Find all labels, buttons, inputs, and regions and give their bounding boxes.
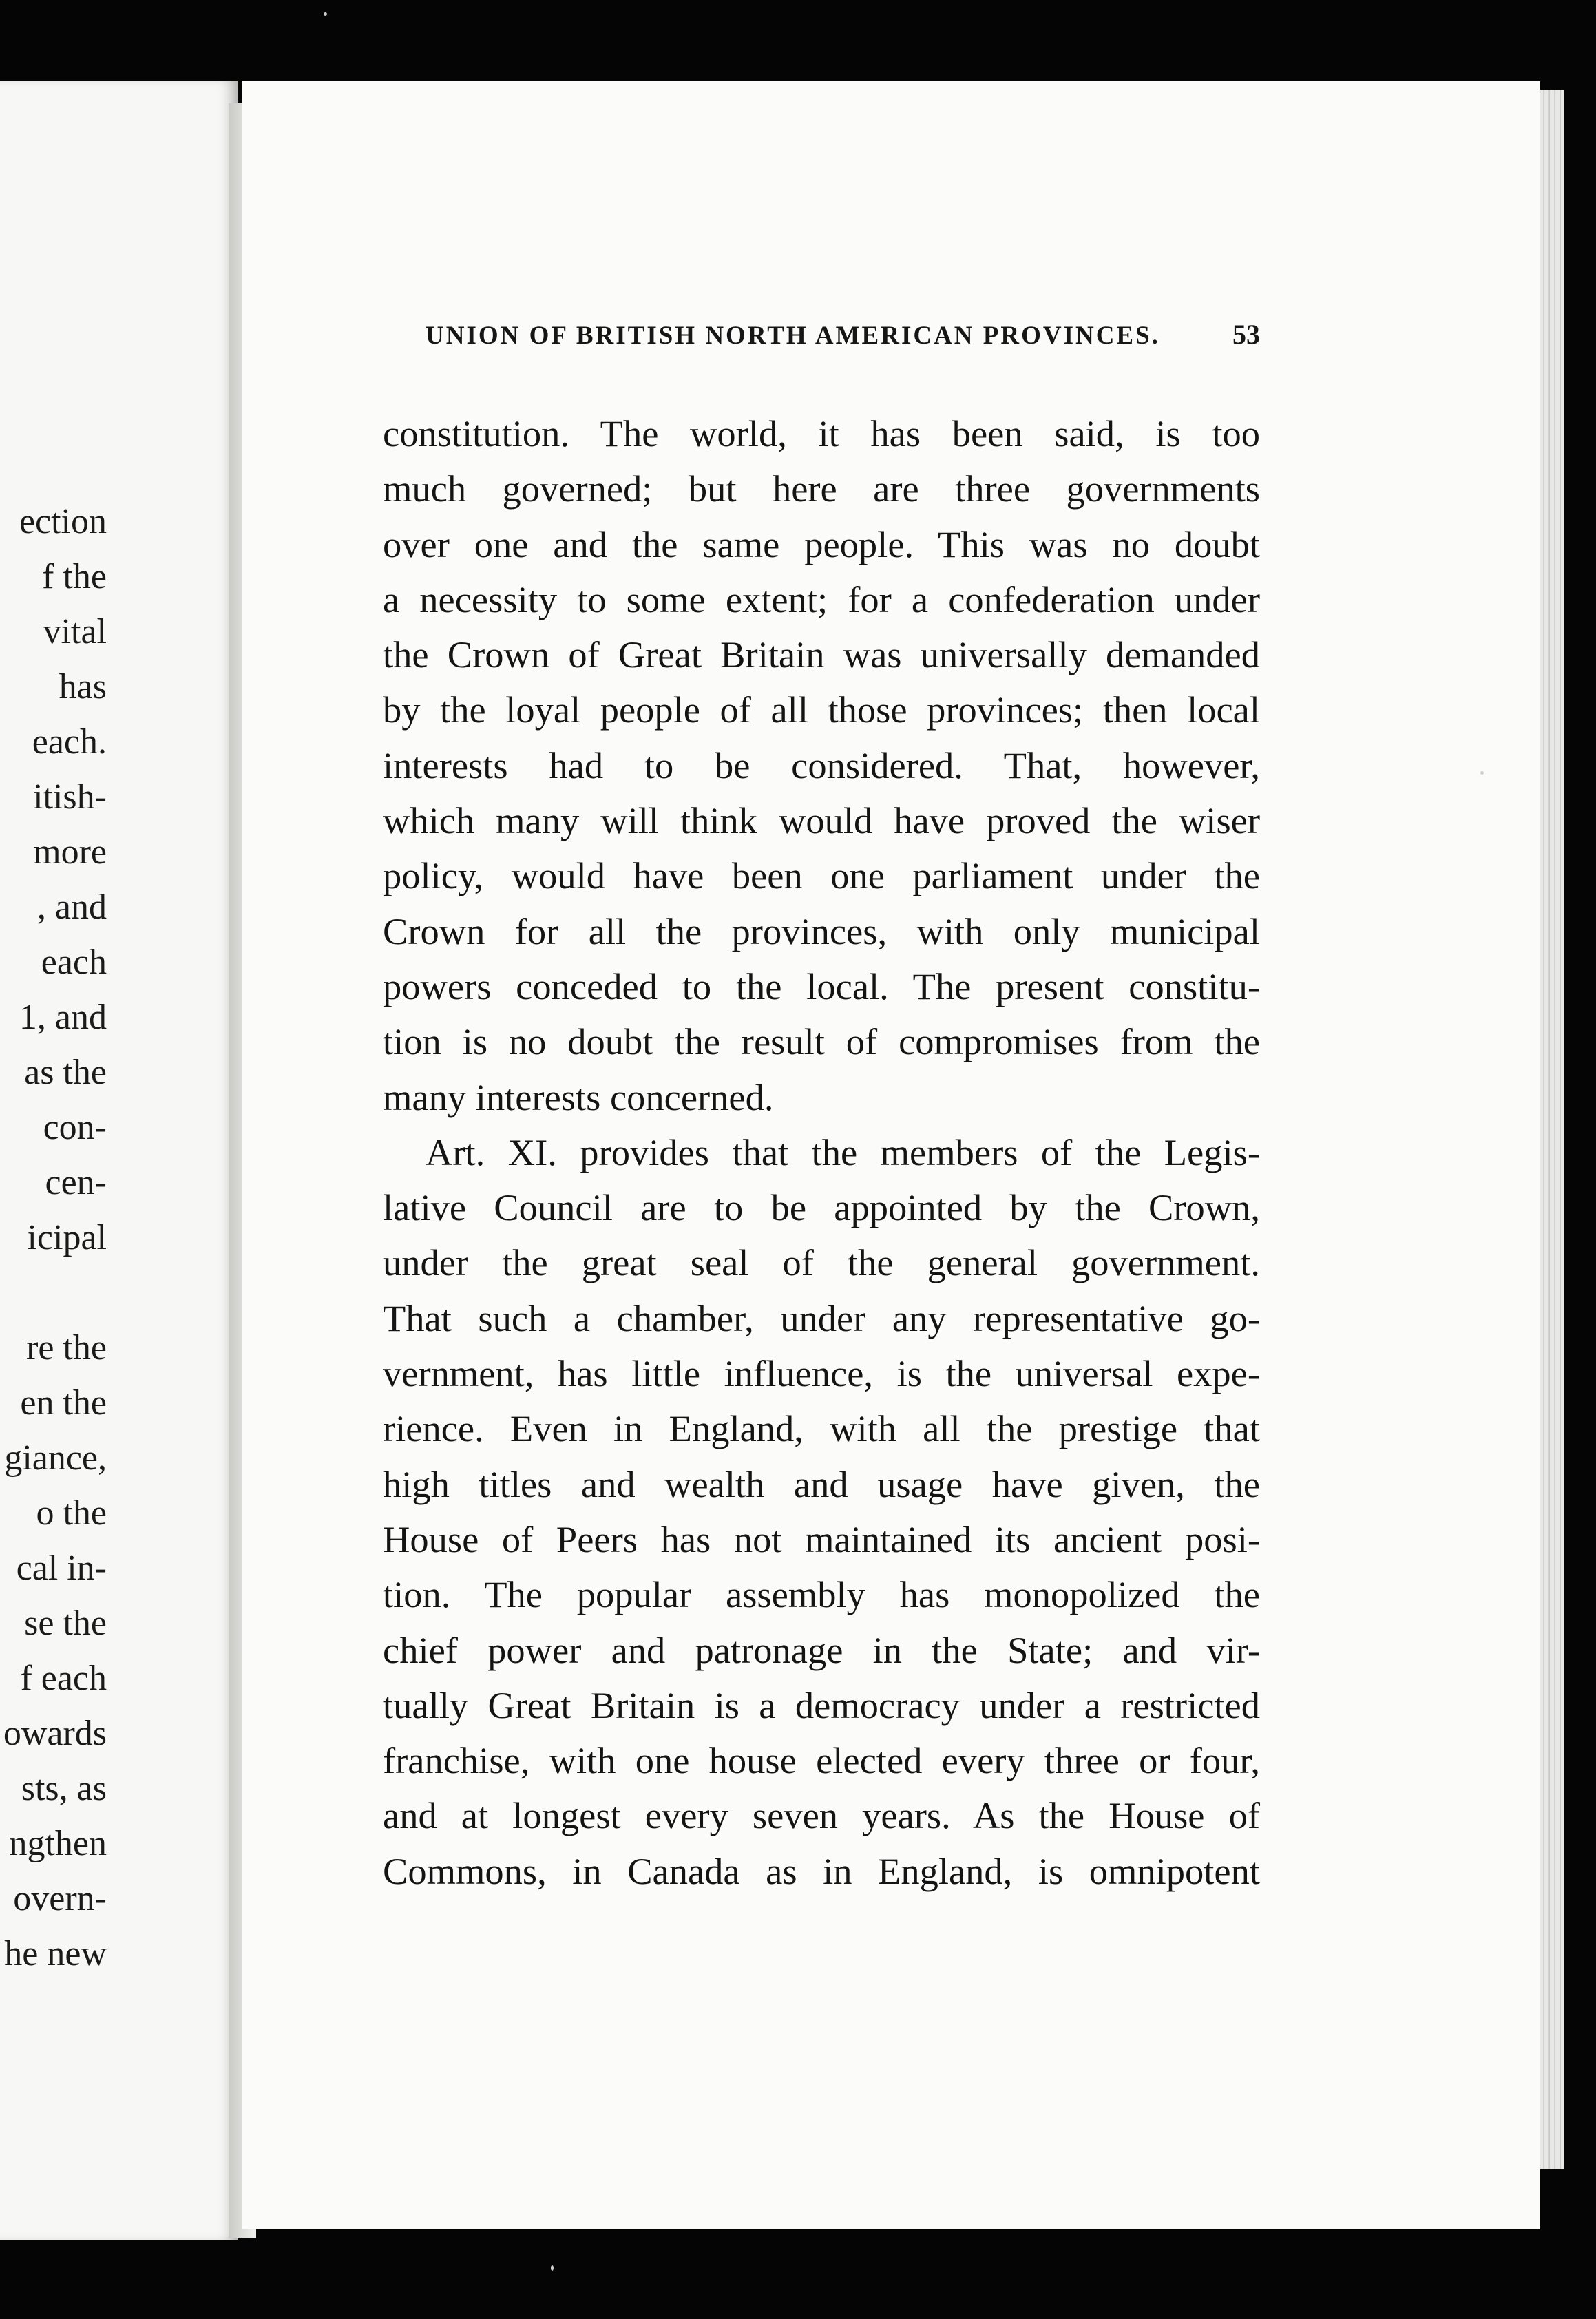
text-line: interests had to be considered. That, however, xyxy=(383,744,1260,786)
scan-speck xyxy=(551,2265,554,2271)
text-line: policy, would have been one parliament under the xyxy=(383,854,1260,897)
text-line: high titles and wealth and usage have given, the xyxy=(383,1462,1260,1505)
text-line: powers conceded to the local. The present constitu- xyxy=(383,965,1260,1007)
text-line: vernment, has little influence, is the universal expe- xyxy=(383,1352,1260,1395)
left-fragment-line: giance, xyxy=(4,1438,107,1478)
scan-speck xyxy=(1480,771,1484,775)
text-line: a necessity to some extent; for a confederation under xyxy=(383,578,1260,620)
text-line: which many will think would have proved the wiser xyxy=(383,799,1260,842)
left-page-text-fragments xyxy=(3,494,107,1982)
left-facing-page xyxy=(0,81,238,2240)
left-fragment-line: vital xyxy=(43,612,107,651)
left-fragment-line: en the xyxy=(20,1383,107,1423)
left-fragment-line: ngthen xyxy=(9,1824,107,1863)
text-line: tually Great Britain is a democracy under a restricted xyxy=(383,1683,1260,1726)
left-fragment-line: re the xyxy=(26,1328,107,1367)
left-fragment-line: itish- xyxy=(33,777,107,817)
text-line: chief power and patronage in the State; and vir- xyxy=(383,1628,1260,1671)
text-line: over one and the same people. This was no doubt xyxy=(383,523,1260,565)
page-edges xyxy=(1540,90,1564,2169)
text-line: tion is no doubt the result of compromises from the xyxy=(383,1020,1260,1063)
left-fragment-line: cal in- xyxy=(16,1549,107,1588)
text-line: constitution. The world, it has been said, is too xyxy=(383,412,1260,454)
text-line: the Crown of Great Britain was universally demanded xyxy=(383,633,1260,676)
left-fragment-line: icipal xyxy=(27,1218,107,1257)
text-line: That such a chamber, under any representative go- xyxy=(383,1297,1260,1339)
left-fragment-line: he new xyxy=(4,1934,107,1973)
left-fragment-line: overn- xyxy=(13,1879,107,1918)
left-fragment-line: cen- xyxy=(45,1163,107,1202)
paragraph-first-line: Art. XI. provides that the members of the Legis- xyxy=(426,1131,1260,1173)
page-number: 53 xyxy=(1232,319,1260,350)
text-line: rience. Even in England, with all the prestige that xyxy=(383,1407,1260,1450)
left-fragment-line: 1, and xyxy=(19,998,107,1037)
left-fragment-line: each. xyxy=(32,722,107,762)
body-text xyxy=(383,406,1260,1899)
running-head xyxy=(426,318,1260,350)
left-fragment-line: se the xyxy=(24,1604,107,1643)
paragraph-gap xyxy=(3,1266,107,1321)
paragraph-end-line: many interests concerned. xyxy=(383,1075,774,1118)
scan-speck xyxy=(324,12,327,16)
left-fragment-line: owards xyxy=(3,1714,107,1753)
left-fragment-line: as the xyxy=(24,1053,107,1092)
left-fragment-line: more xyxy=(33,832,107,872)
left-fragment-line: o the xyxy=(36,1493,107,1533)
text-line: House of Peers has not maintained its ancient posi- xyxy=(383,1518,1260,1560)
text-line: under the great seal of the general government. xyxy=(383,1241,1260,1284)
text-line: and at longest every seven years. As the House of xyxy=(383,1794,1260,1837)
left-fragment-line: f the xyxy=(42,557,107,596)
left-fragment-line: con- xyxy=(43,1108,107,1147)
left-fragment-line: , and xyxy=(36,888,107,927)
left-fragment-line: has xyxy=(59,667,107,706)
text-line: Crown for all the provinces, with only municipal xyxy=(383,910,1260,952)
text-line: lative Council are to be appointed by the Crown, xyxy=(383,1186,1260,1229)
left-fragment-line: each xyxy=(41,943,107,982)
left-fragment-line: ection xyxy=(19,502,107,541)
left-fragment-line: sts, as xyxy=(21,1769,107,1808)
left-fragment-line: f each xyxy=(20,1659,107,1698)
text-line: much governed; but here are three governments xyxy=(383,468,1260,510)
text-line: Commons, in Canada as in England, is omnipotent xyxy=(383,1849,1260,1892)
running-head-title: UNION OF BRITISH NORTH AMERICAN PROVINCES. xyxy=(426,322,1160,350)
text-line: franchise, with one house elected every three or four, xyxy=(383,1739,1260,1782)
text-line: tion. The popular assembly has monopolized the xyxy=(383,1573,1260,1616)
text-line: by the loyal people of all those provinces; then local xyxy=(383,689,1260,731)
